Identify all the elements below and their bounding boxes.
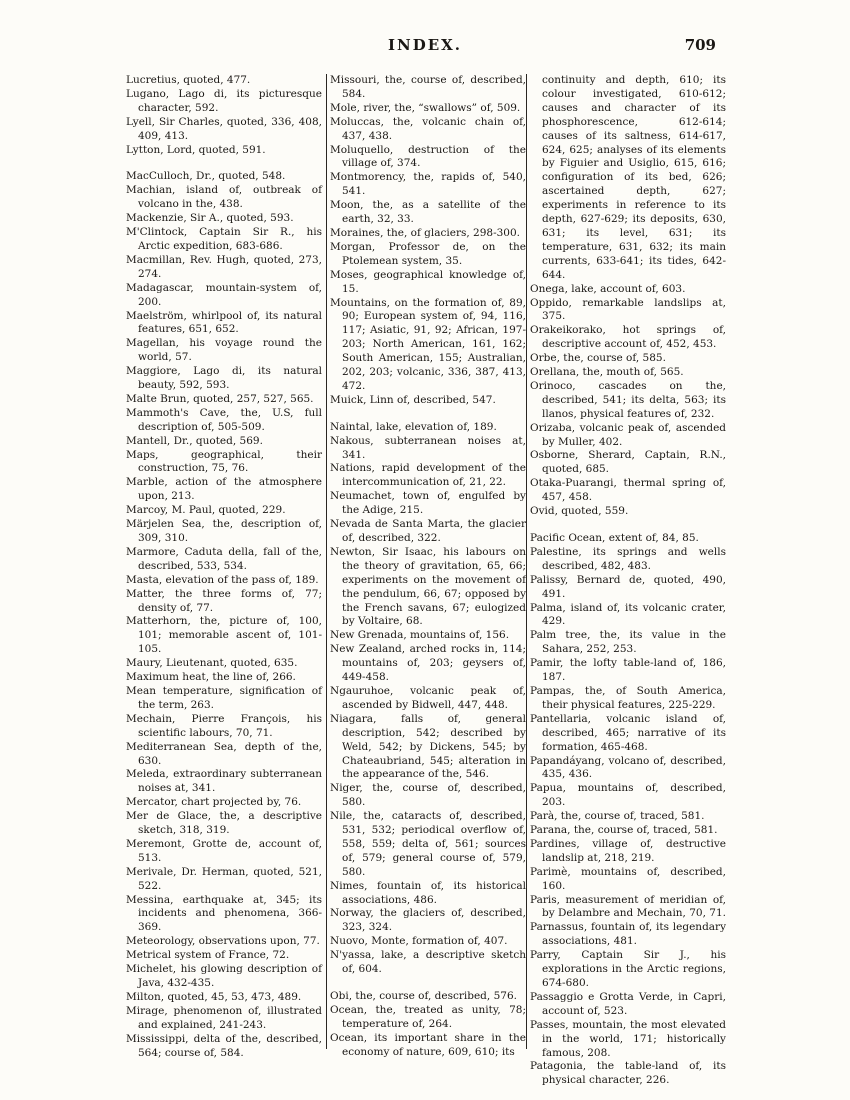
index-entry: Messina, earthquake at, 345; its incidents and phenomena, 366-369. xyxy=(126,893,322,934)
index-entry: Matter, the three forms of, 77; density of, 77. xyxy=(126,587,322,614)
index-entry: Nile, the, cataracts of, described, 531, 532; periodical overflow of, 558, 559; delta of, 561; sources of, 579; general course of, 579, 580. xyxy=(330,810,526,878)
index-entry: Onega, lake, account of, 603. xyxy=(530,282,686,295)
index-entry: Oppido, remarkable landslips at, 375. xyxy=(530,296,726,323)
index-entry: Mississippi, delta of the, described, 564; course of, 584. xyxy=(126,1032,322,1059)
index-entry: N'yassa, lake, a descriptive sketch of, 604. xyxy=(330,949,526,976)
index-entry: Madagascar, mountain-system of, 200. xyxy=(126,281,322,308)
index-entry: Ovid, quoted, 559. xyxy=(530,505,629,518)
index-entry: Orellana, the, mouth of, 565. xyxy=(530,366,684,379)
index-entry: Parry, Captain Sir J., his explorations in the Arctic regions, 674-680. xyxy=(530,949,726,989)
index-entry: Parnassus, fountain of, its legendary associations, 481. xyxy=(530,921,726,948)
index-entry: Mammoth's Cave, the, U.S, full description of, 505-509. xyxy=(126,406,322,433)
index-entry: Lyell, Sir Charles, quoted, 336, 408, 409, 413. xyxy=(126,115,322,142)
index-entry: Nations, rapid development of the intercommunication of, 21, 22. xyxy=(330,462,526,489)
index-entry: Norway, the glaciers of, described, 323, 324. xyxy=(330,907,526,934)
index-entry: Newton, Sir Isaac, his labours on the theory of gravitation, 65, 66; experiments on the movement of the pendulum, 66, 67; opposed by the French savans, 67; eulogized by Voltaire, 68. xyxy=(330,545,526,628)
index-entry: MacCulloch, Dr., quoted, 548. xyxy=(126,170,286,183)
index-entry: Pamir, the lofty table-land of, 186, 187. xyxy=(530,657,726,684)
index-entry: Niger, the, course of, described, 580. xyxy=(330,782,526,809)
index-entry: Orinoco, cascades on the, described, 541; its delta, 563; its llanos, physical features of, 232. xyxy=(530,379,726,420)
index-entry: New Grenada, mountains of, 156. xyxy=(330,629,510,642)
index-entry: Palissy, Bernard de, quoted, 490, 491. xyxy=(530,573,726,600)
index-entry: Paris, measurement of meridian of, by Delambre and Mechain, 70, 71. xyxy=(530,893,726,920)
index-entry: Muick, Linn of, described, 547. xyxy=(330,393,496,406)
index-entry: Pacific Ocean, extent of, 84, 85. xyxy=(530,532,699,544)
index-entry: Palestine, its springs and wells described, 482, 483. xyxy=(530,545,726,572)
index-entry: Niagara, falls of, general description, 542; described by Weld, 542; by Dickens, 545; by Chateaubriand, 545; alteration in the appearance of the, 546. xyxy=(330,712,526,781)
index-column-1 xyxy=(126,74,322,1060)
index-entry: Metrical system of France, 72. xyxy=(126,949,290,962)
index-entry: Patagonia, the table-land of, its physical character, 226. xyxy=(530,1060,726,1087)
index-entry: Orakeikorako, hot springs of, descriptive account of, 452, 453. xyxy=(530,324,726,351)
index-entry: Mercator, chart projected by, 76. xyxy=(126,796,302,809)
index-entry: Meteorology, observations upon, 77. xyxy=(126,935,320,948)
column-divider xyxy=(326,74,327,1049)
index-entry: Marmore, Caduta della, fall of the, described, 533, 534. xyxy=(126,545,322,572)
index-entry: Märjelen Sea, the, description of, 309, 310. xyxy=(126,518,322,544)
index-entry: M'Clintock, Captain Sir R., his Arctic expedition, 683-686. xyxy=(126,226,322,252)
index-entry: Lytton, Lord, quoted, 591. xyxy=(126,143,266,156)
index-entry: Orizaba, volcanic peak of, ascended by Muller, 402. xyxy=(530,421,726,448)
index-entry: Michelet, his glowing description of Java, 432-435. xyxy=(126,963,322,989)
index-entry: Marble, action of the atmosphere upon, 213. xyxy=(126,476,322,503)
index-entry: Mackenzie, Sir A., quoted, 593. xyxy=(126,212,294,225)
index-entry: Malte Brun, quoted, 257, 527, 565. xyxy=(126,392,314,405)
index-column-3 xyxy=(530,74,726,1088)
index-entry: Nakous, subterranean noises at, 341. xyxy=(330,434,526,461)
index-entry: Obi, the, course of, described, 576. xyxy=(330,990,517,1002)
column-divider xyxy=(526,74,527,1049)
index-entry: Maximum heat, the line of, 266. xyxy=(126,671,296,684)
index-entry: Magellan, his voyage round the world, 57. xyxy=(126,337,322,364)
index-entry: Otaka-Puarangi, thermal spring of, 457, 458. xyxy=(530,477,726,504)
index-entry: Machian, island of, outbreak of volcano in the, 438. xyxy=(126,184,322,211)
index-entry: Passaggio e Grotta Verde, in Capri, account of, 523. xyxy=(530,990,726,1017)
index-entry: Mer de Glace, the, a descriptive sketch, 318, 319. xyxy=(126,810,322,837)
index-entry: Maury, Lieutenant, quoted, 635. xyxy=(126,657,298,670)
index-entry: Marcoy, M. Paul, quoted, 229. xyxy=(126,504,286,517)
index-entry: Pampas, the, of South America, their physical features, 225-229. xyxy=(530,684,726,711)
index-entry: Milton, quoted, 45, 53, 473, 489. xyxy=(126,990,302,1003)
index-entry: Missouri, the, course of, described, 584. xyxy=(330,74,526,100)
index-entry: Mechain, Pierre François, his scientific labours, 70, 71. xyxy=(126,712,322,739)
index-entry: Maggiore, Lago di, its natural beauty, 592, 593. xyxy=(126,365,322,392)
index-entry: Masta, elevation of the pass of, 189. xyxy=(126,573,319,586)
index-entry: Mole, river, the, “swallows” of, 509. xyxy=(330,101,521,114)
running-head: INDEX. xyxy=(387,36,463,54)
index-entry: continuity and depth, 610; its colour investigated, 610-612; causes and character of its phosphorescence, 612-614; causes of its saltness, 614-617, 624, 625; analyses of its elements by Figuier and Usiglio, 615, 616; configuration of its bed, 626; ascertained depth, 627; experiments in reference to its depth, 627-629; its deposits, 630, 631; its level, 631; its temperature, 631, 632; its main currents, 633-641; its tides, 642-644. xyxy=(542,74,726,281)
index-entry: Papandáyang, volcano of, described, 435, 436. xyxy=(530,754,726,781)
index-entry: Naintal, lake, elevation of, 189. xyxy=(330,420,497,433)
index-column-2 xyxy=(330,74,526,1060)
index-entry: Neumachet, town of, engulfed by the Adige, 215. xyxy=(330,490,526,517)
index-entry: Ngauruhoe, volcanic peak of, ascended by Bidwell, 447, 448. xyxy=(330,684,526,711)
index-entry: Meremont, Grotte de, account of, 513. xyxy=(126,837,322,864)
page-number: 709 xyxy=(684,36,716,54)
index-entry: Matterhorn, the, picture of, 100, 101; memorable ascent of, 101-105. xyxy=(126,615,322,656)
index-entry: Ocean, its important share in the economy of nature, 609, 610; its xyxy=(330,1031,526,1058)
index-entry: Parà, the, course of, traced, 581. xyxy=(530,810,705,823)
index-entry: Meleda, extraordinary subterranean noises at, 341. xyxy=(126,768,322,795)
index-entry: Palm tree, the, its value in the Sahara, 252, 253. xyxy=(530,629,726,656)
index-entry: New Zealand, arched rocks in, 114; mountains of, 203; geysers of, 449-458. xyxy=(330,643,526,684)
index-entry: Maps, geographical, their construction, 75, 76. xyxy=(126,448,322,475)
index-entry: Palma, island of, its volcanic crater, 429. xyxy=(530,601,726,628)
index-entry: Ocean, the, treated as unity, 78; temperature of, 264. xyxy=(330,1003,526,1030)
page-header xyxy=(0,36,850,60)
index-entry: Lucretius, quoted, 477. xyxy=(126,74,251,86)
index-entry: Pantellaria, volcanic island of, described, 465; narrative of its formation, 465-468. xyxy=(530,712,726,753)
index-entry: Macmillan, Rev. Hugh, quoted, 273, 274. xyxy=(126,253,322,280)
index-entry: Parana, the, course of, traced, 581. xyxy=(530,824,718,837)
index-entry: Nevada de Santa Marta, the glacier of, described, 322. xyxy=(330,518,526,544)
index-entry: Moraines, the, of glaciers, 298-300. xyxy=(330,226,521,239)
index-entry: Maelström, whirlpool of, its natural features, 651, 652. xyxy=(126,309,322,336)
index-entry: Osborne, Sherard, Captain, R.N., quoted, 685. xyxy=(530,449,726,476)
index-entry: Morgan, Professor de, on the Ptolemean system, 35. xyxy=(330,240,526,267)
index-entry: Lugano, Lago di, its picturesque character, 592. xyxy=(126,87,322,114)
index-entry: Orbe, the, course of, 585. xyxy=(530,352,666,365)
index-entry: Merivale, Dr. Herman, quoted, 521, 522. xyxy=(126,865,322,892)
index-entry: Mountains, on the formation of, 89, 90; European system of, 94, 116, 117; Asiatic, 91, 92; African, 197-203; North American, 161, 162; South American, 155; Australian, 202, 203; volcanic, 336, 387, 413, 472. xyxy=(330,296,526,392)
index-entry: Parimè, mountains of, described, 160. xyxy=(530,865,726,892)
index-entry: Moluccas, the, volcanic chain of, 437, 438. xyxy=(330,115,526,142)
index-entry: Nimes, fountain of, its historical associations, 486. xyxy=(330,879,526,906)
index-entry: Moluquello, destruction of the village of, 374. xyxy=(330,143,526,170)
index-entry: Moses, geographical knowledge of, 15. xyxy=(330,268,526,295)
index-entry: Mirage, phenomenon of, illustrated and explained, 241-243. xyxy=(126,1004,322,1031)
index-entry: Papua, mountains of, described, 203. xyxy=(530,782,726,809)
index-entry: Mediterranean Sea, depth of the, 630. xyxy=(126,740,322,767)
index-entry: Pardines, village of, destructive landslip at, 218, 219. xyxy=(530,837,726,864)
index-entry: Montmorency, the, rapids of, 540, 541. xyxy=(330,171,526,198)
index-entry: Nuovo, Monte, formation of, 407. xyxy=(330,935,508,948)
index-entry: Mean temperature, signification of the term, 263. xyxy=(126,684,322,711)
index-entry: Moon, the, as a satellite of the earth, 32, 33. xyxy=(330,199,526,226)
index-entry: Mantell, Dr., quoted, 569. xyxy=(126,434,263,447)
index-entry: Passes, mountain, the most elevated in the world, 171; historically famous, 208. xyxy=(530,1018,726,1059)
